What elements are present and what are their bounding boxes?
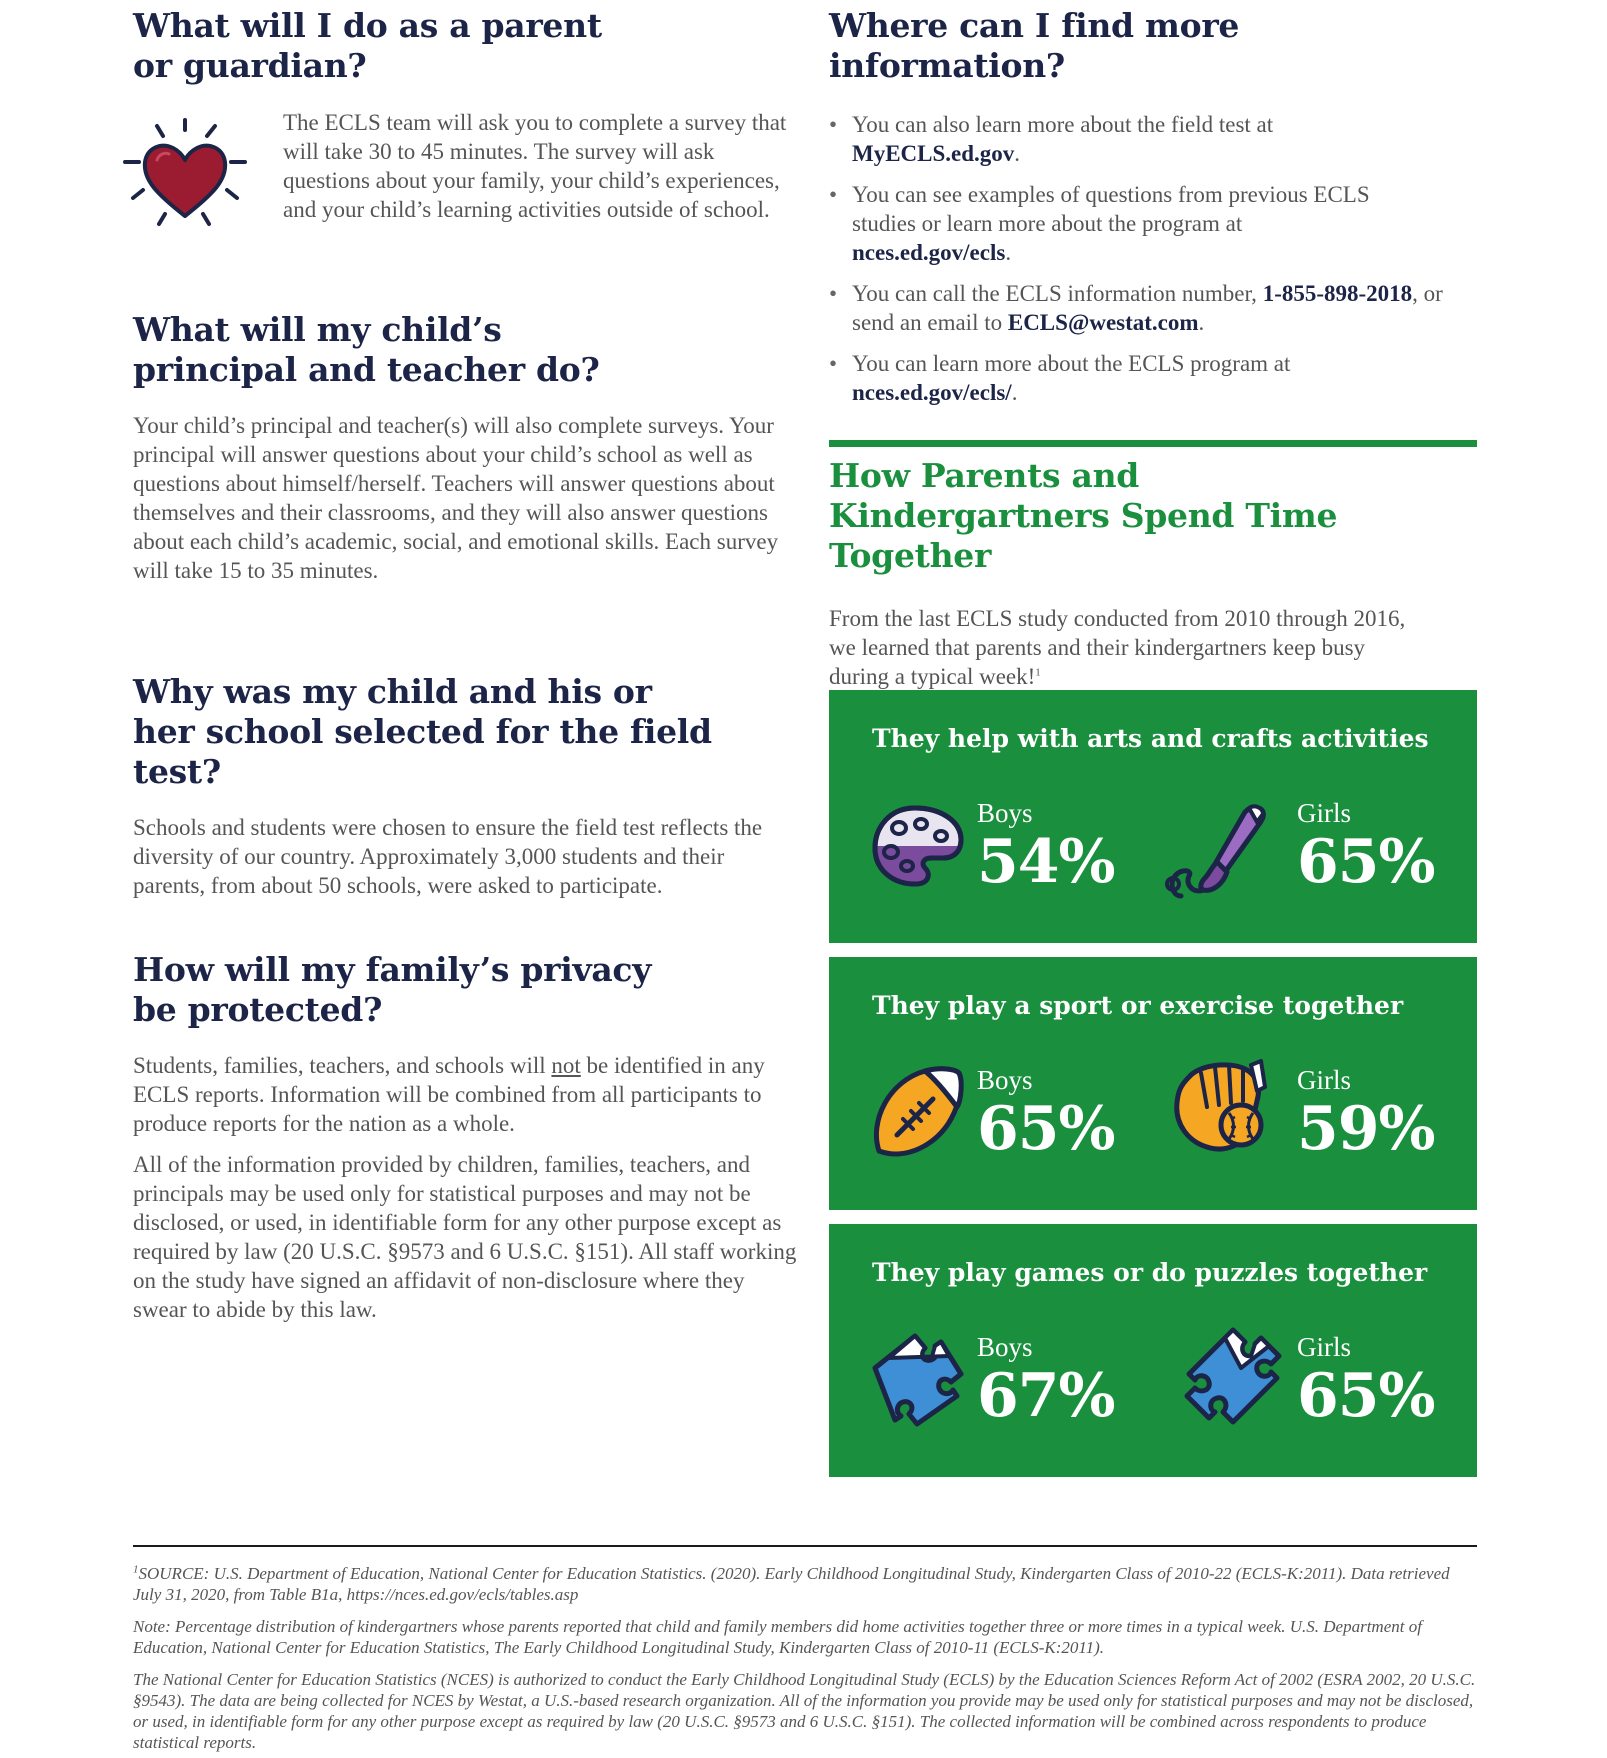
stat-box-arts [829, 690, 1477, 943]
privacy-text-1a: Students, families, teachers, and schools will [133, 1053, 552, 1078]
info-item-text: You can also learn more about the field test at [852, 112, 1274, 137]
principal-section [133, 310, 793, 585]
principal-text: Your child’s principal and teacher(s) will also complete surveys. Your principal will answer questions about your child’s school as well as questions about himself/herself. Teachers will answer questions about themselves and their classrooms, and they will also answer questions about each child’s academic, social, and emotional skills. Each survey will take 15 to 35 minutes. [133, 413, 779, 583]
puzzle-piece-icon [1181, 1324, 1285, 1428]
info-item-text: You can learn more about the ECLS program at [852, 351, 1291, 376]
together-intro-text: From the last ECLS study conducted from 2010 through 2016, we learned that parents and their kindergartners keep busy during a typical week! [829, 606, 1406, 689]
info-item-contact [829, 279, 1477, 337]
selected-heading: Why was my child and his or her school selected for the field test? [133, 672, 712, 791]
boys-percent: 67% [977, 1361, 1115, 1431]
together-heading: How Parents and Kindergartners Spend Time Together [829, 456, 1338, 575]
parent-heading: What will I do as a parent or guardian? [133, 6, 602, 85]
privacy-text-1b: be identified in any ECLS reports. Information will be combined from all participants to produce reports for the nation as a whole. [133, 1053, 765, 1136]
info-item-text: You can call the ECLS information number, [852, 281, 1263, 306]
email-link[interactable]: ECLS@westat.com [1007, 310, 1199, 335]
footnote-ref: 1 [1035, 666, 1041, 679]
principal-heading: What will my child’s principal and teacher do? [133, 310, 600, 389]
heart-icon [117, 118, 253, 234]
info-item-text: , or send an email to [852, 281, 1443, 335]
footnotes [133, 1563, 1477, 1758]
info-item-program [829, 349, 1349, 407]
paintbrush-icon [1159, 798, 1279, 908]
boys-label: Boys [977, 1332, 1033, 1362]
info-item-field-test [829, 110, 1349, 168]
punct: . [1005, 240, 1012, 265]
punct: . [1014, 141, 1021, 166]
footnote-marker: 1 [133, 1563, 139, 1576]
girls-percent: 65% [1297, 1361, 1435, 1431]
together-section [829, 456, 1477, 691]
girls-percent: 65% [1297, 827, 1435, 897]
boys-label: Boys [977, 1065, 1033, 1095]
info-list [829, 110, 1477, 407]
girls-label: Girls [1297, 1065, 1351, 1095]
info-item-examples [829, 180, 1389, 267]
selected-text: Schools and students were chosen to ensure the field test reflects the diversity of our country. Approximately 3,000 students and their parents, from about 50 schools, were asked to participate. [133, 815, 763, 898]
girls-label: Girls [1297, 798, 1351, 828]
selected-section [133, 672, 793, 900]
privacy-not: not [551, 1053, 581, 1078]
green-divider [829, 440, 1477, 447]
footer-divider [133, 1545, 1477, 1547]
punct: . [1198, 310, 1205, 335]
source-note [133, 1563, 1477, 1605]
privacy-text-1 [133, 1051, 773, 1138]
parent-section [133, 6, 793, 248]
puzzle-piece-icon [865, 1328, 969, 1428]
parent-content [133, 108, 793, 248]
stat-box-puzzles [829, 1224, 1477, 1477]
punct: . [1011, 380, 1018, 405]
baseball-glove-icon [1169, 1057, 1273, 1161]
girls-percent: 59% [1297, 1094, 1435, 1164]
privacy-heading: How will my family’s privacy be protected? [133, 950, 652, 1029]
privacy-text-2: All of the information provided by children, families, teachers, and principals may be used only for statistical purposes and may not be disclosed, or used, in identifiable form for any other purpose except as required by law (20 U.S.C. §9573 and 6 U.S.C. §151). All staff working on the study have signed an affidavit of non-disclosure where they swear to abide by this law. [133, 1152, 797, 1322]
info-section [829, 6, 1477, 419]
nces-ecls-program-link[interactable]: nces.ed.gov/ecls/ [852, 380, 1012, 405]
stat-box-title: They play a sport or exercise together [872, 991, 1404, 1020]
phone-number[interactable]: 1-855-898-2018 [1262, 281, 1413, 306]
info-heading: Where can I find more information? [829, 6, 1240, 85]
percentage-note: Note: Percentage distribution of kindergartners whose parents reported that child and family members did home activities together three or more times in a typical week. U.S. Department of Education, National Center for Education Statistics, The Early Childhood Longitudinal Study, Kindergarten Class of 2010-11 (ECLS-K:2011). [133, 1617, 1422, 1657]
boys-label: Boys [977, 798, 1033, 828]
boys-percent: 65% [977, 1094, 1115, 1164]
source-text: SOURCE: U.S. Department of Education, National Center for Education Statistics. (2020). Early Childhood Longitudinal Study, Kindergarten Class of 2010-22 (ECLS-K:2011). Data retrieved July 31, 2020, from Table B1a, https://nces.ed.gov/ecls/tables.asp [133, 1564, 1450, 1604]
myecls-link[interactable]: MyECLS.ed.gov [852, 141, 1015, 166]
girls-label: Girls [1297, 1332, 1351, 1362]
privacy-section [133, 950, 797, 1324]
nces-ecls-link[interactable]: nces.ed.gov/ecls [852, 240, 1006, 265]
stat-box-title: They play games or do puzzles together [872, 1258, 1428, 1287]
stat-box-title: They help with arts and crafts activities [872, 724, 1429, 753]
info-item-text: You can see examples of questions from previous ECLS studies or learn more about the program at [852, 182, 1370, 236]
football-icon [865, 1061, 969, 1165]
authority-note: The National Center for Education Statistics (NCES) is authorized to conduct the Early Childhood Longitudinal Study (ECLS) by the Education Sciences Reform Act of 2002 (ESRA 2002, 20 U.S.C. §9543). The data are being collected for NCES by Westat, a U.S.-based research organization. All of the information you provide may be used only for statistical purposes and may not be disclosed, or used, in identifiable form for any other purpose except as required by law (20 U.S.C. §9573 and 6 U.S.C. §151). The collected information will be combined across respondents to produce statistical reports. [133, 1670, 1476, 1752]
parent-text: The ECLS team will ask you to complete a survey that will take 30 to 45 minutes. The survey will ask questions about your family, your child’s experiences, and your child’s learning activities outside of school. [283, 110, 787, 222]
stat-box-sport [829, 957, 1477, 1210]
paint-palette-icon [869, 802, 965, 890]
together-intro [829, 604, 1429, 691]
boys-percent: 54% [977, 827, 1115, 897]
